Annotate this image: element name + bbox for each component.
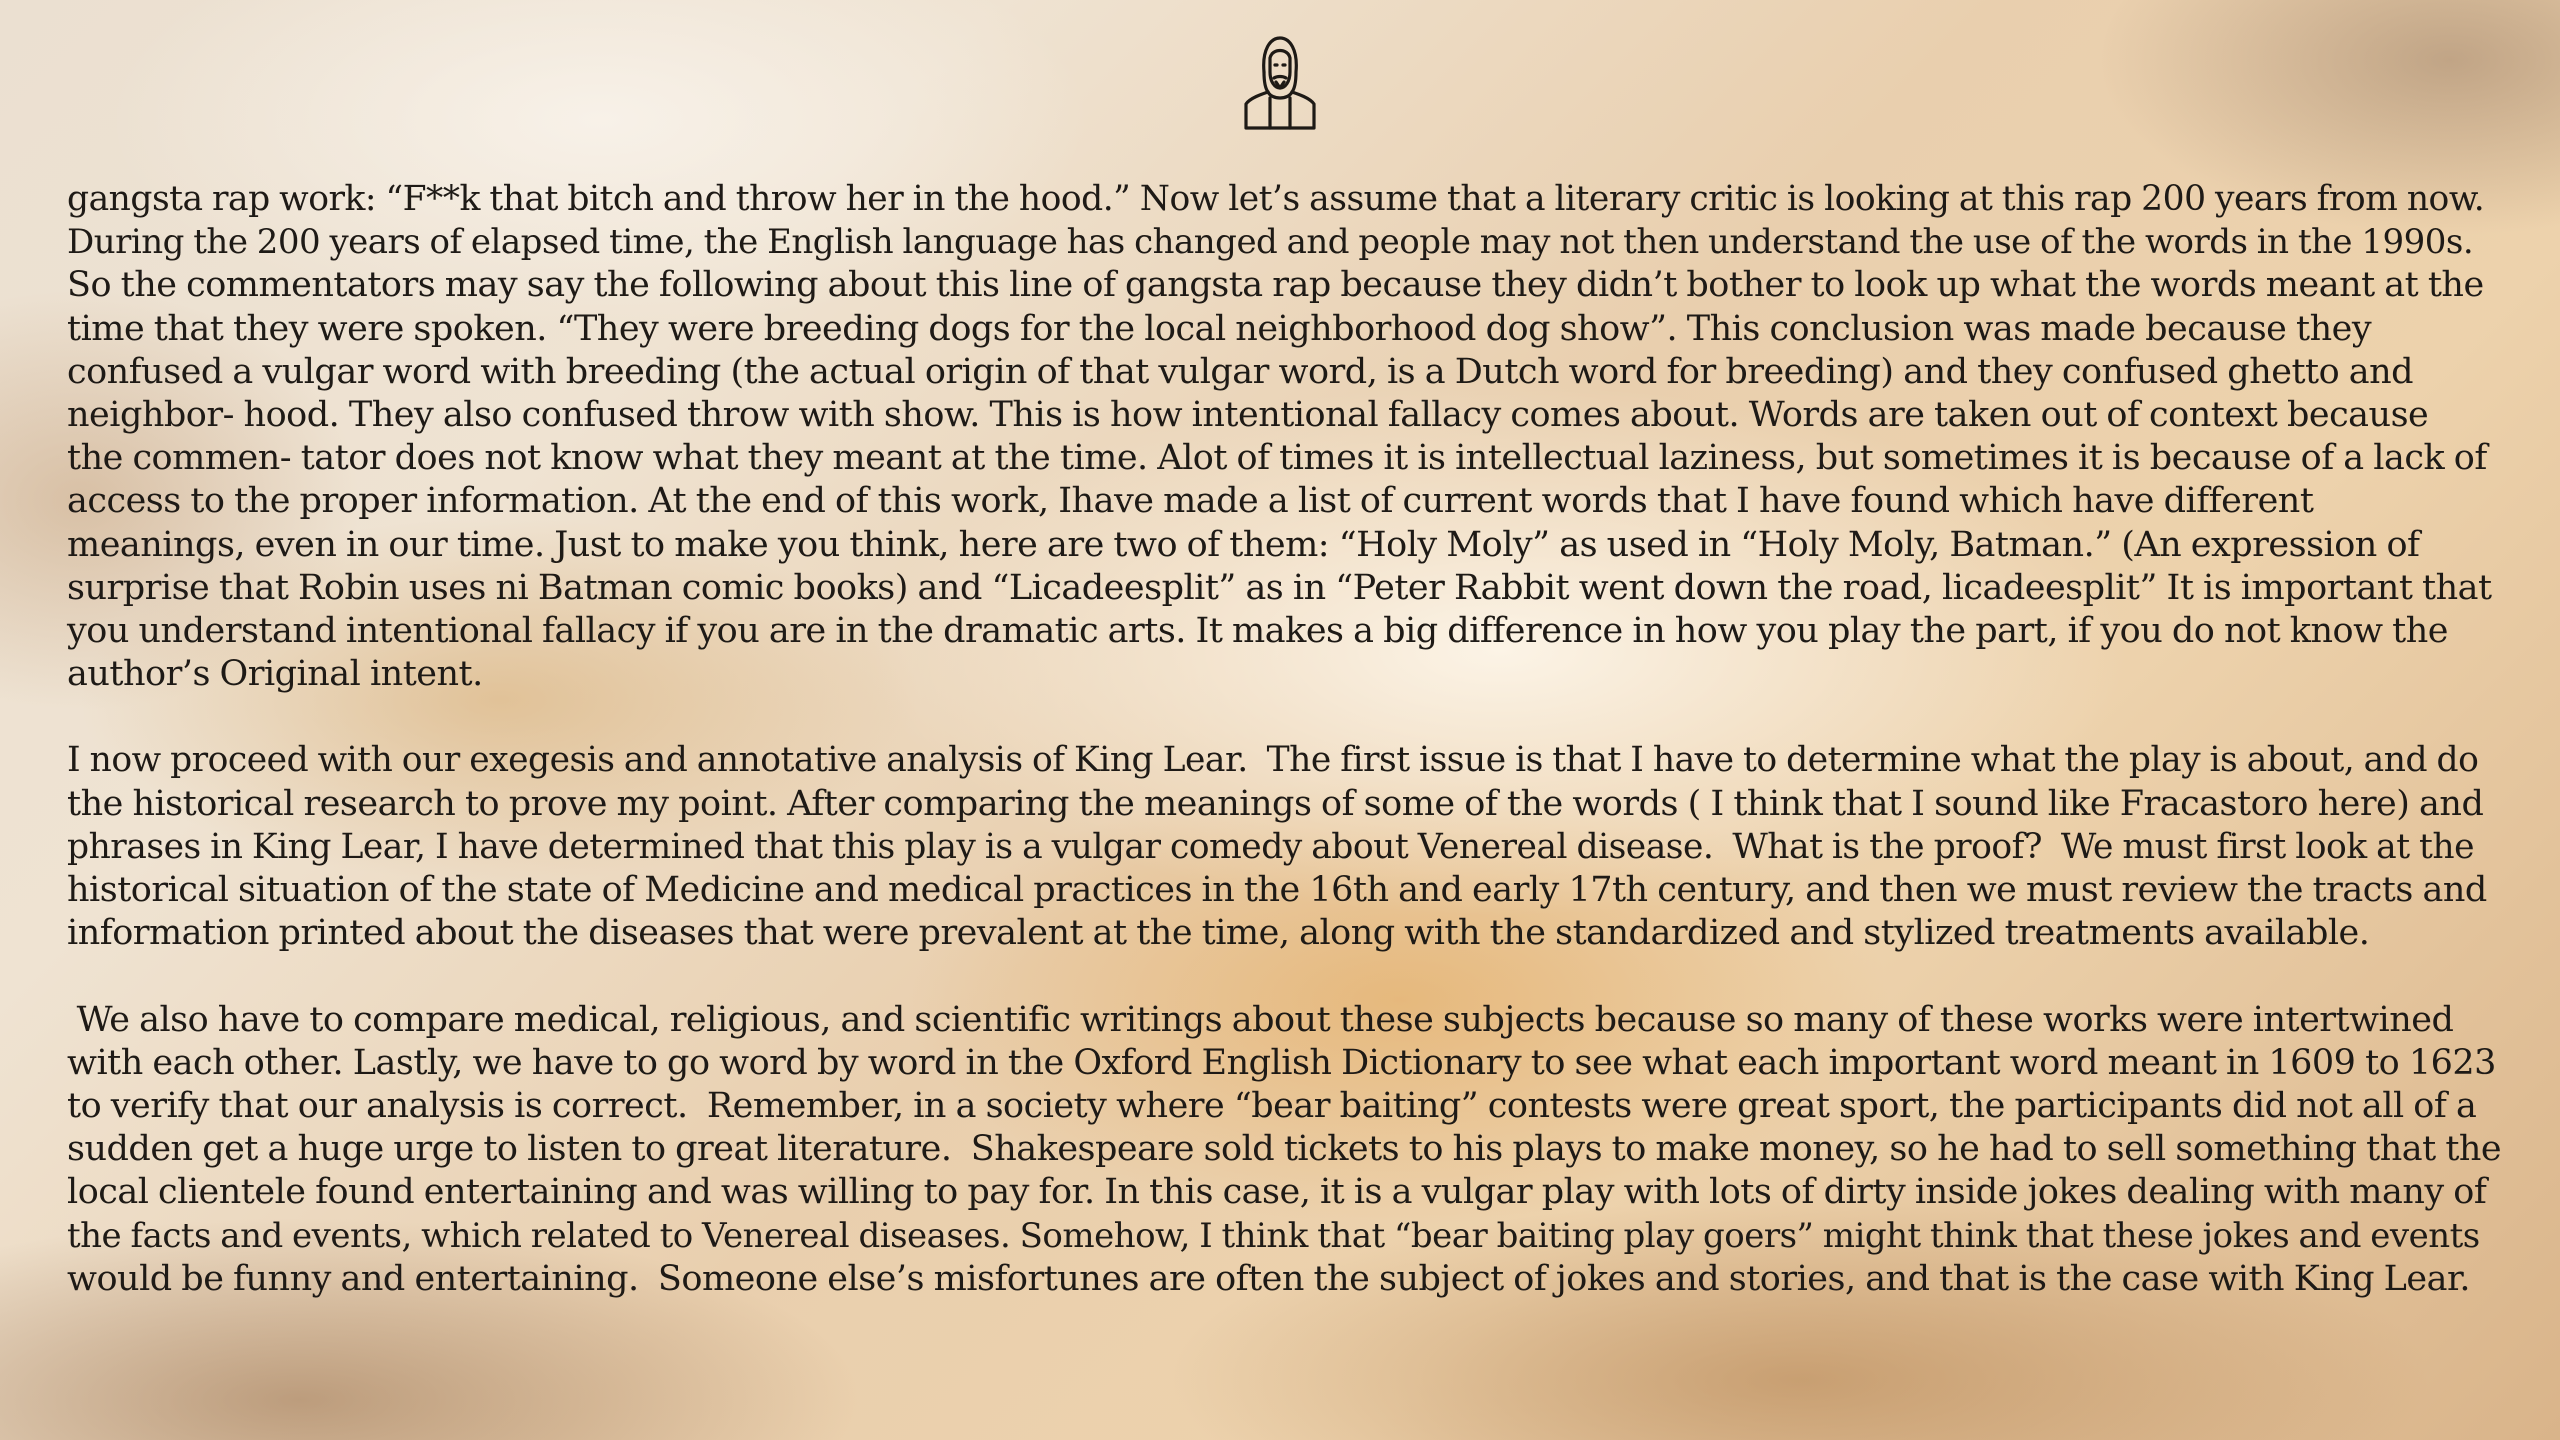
text-line: time that they were spoken. “They were breeding dogs for the local neighborhood dog show”. This conclusion was made because they <box>67 308 2372 349</box>
text-line: So the commentators may say the following about this line of gangsta rap because they didn’t bother to look up what the words meant at the <box>67 265 2484 306</box>
text-line: the historical research to prove my point. After comparing the meanings of some of the words ( I think that I sound like Fracastoro here) and <box>67 783 2484 824</box>
text-line: neighbor- hood. They also confused throw with show. This is how intentional fallacy comes about. Words are taken out of context because <box>67 394 2429 435</box>
text-line: with each other. Lastly, we have to go word by word in the Oxford English Dictionary to see what each important word meant in 1609 to 1623 <box>67 1042 2496 1083</box>
paragraph-spacer <box>67 955 2507 998</box>
text-line: would be funny and entertaining. Someone else’s misfortunes are often the subject of jokes and stories, and that is the case with King Lear. <box>67 1258 2470 1299</box>
text-line: historical situation of the state of Medicine and medical practices in the 16th and early 17th century, and then we must review the tracts and <box>67 870 2487 910</box>
text-line: information printed about the diseases that were prevalent at the time, along with the standardized and stylized treatments available. <box>67 913 2370 954</box>
text-line: the facts and events, which related to Venereal diseases. Somehow, I think that “bear baiting play goers” might think that these jokes and events <box>67 1215 2480 1256</box>
text-line: you understand intentional fallacy if you are in the dramatic arts. It makes a big difference in how you play the part, if you do not know the <box>67 610 2449 651</box>
text-line: I now proceed with our exegesis and annotative analysis of King Lear. The first issue is that I have to determine what the play is about, and do <box>67 740 2479 781</box>
text-line: sudden get a huge urge to listen to great literature. Shakespeare sold tickets to his plays to make money, so he had to sell something that the <box>67 1129 2502 1170</box>
text-line: to verify that our analysis is correct. Remember, in a society where “bear baiting” contests were great sport, the participants did not all of a <box>67 1085 2477 1126</box>
paragraph-intentional-fallacy <box>67 178 2507 696</box>
text-line: phrases in King Lear, I have determined that this play is a vulgar comedy about Venereal disease. What is the proof? We must first look at the <box>67 826 2475 867</box>
text-line: meanings, even in our time. Just to make you think, here are two of them: “Holy Moly” as used in “Holy Moly, Batman.” (An expression of <box>67 524 2420 565</box>
text-line: confused a vulgar word with breeding (the actual origin of that vulgar word, is a Dutch word for breeding) and they confused ghetto and <box>67 351 2414 392</box>
text-line: access to the proper information. At the end of this work, Ihave made a list of current words that I have found which have different <box>67 481 2314 522</box>
text-line: During the 200 years of elapsed time, the English language has changed and people may not then understand the use of the words in the 1990s. <box>67 222 2474 263</box>
paragraph-spacer <box>67 696 2507 739</box>
text-line: author’s Original intent. <box>67 654 483 695</box>
document-body <box>67 178 2507 1301</box>
text-line: local clientele found entertaining and was willing to pay for. In this case, it is a vulgar play with lots of dirty inside jokes dealing with many of <box>67 1172 2487 1213</box>
text-line: We also have to compare medical, religious, and scientific writings about these subjects because so many of these works were intertwined <box>67 999 2454 1040</box>
shakespeare-portrait-icon <box>1240 32 1320 132</box>
paragraph-comparison-writings <box>67 999 2507 1301</box>
text-line: gangsta rap work: “F**k that bitch and throw her in the hood.” Now let’s assume that a literary critic is looking at this rap 200 years from now. <box>67 179 2485 219</box>
paragraph-king-lear-analysis <box>67 739 2507 955</box>
text-line: the commen- tator does not know what they meant at the time. Alot of times it is intellectual laziness, but sometimes it is because of a lack of <box>67 438 2487 479</box>
text-line: surprise that Robin uses ni Batman comic books) and “Licadeesplit” as in “Peter Rabbit went down the road, licadeesplit” It is important that <box>67 567 2492 608</box>
